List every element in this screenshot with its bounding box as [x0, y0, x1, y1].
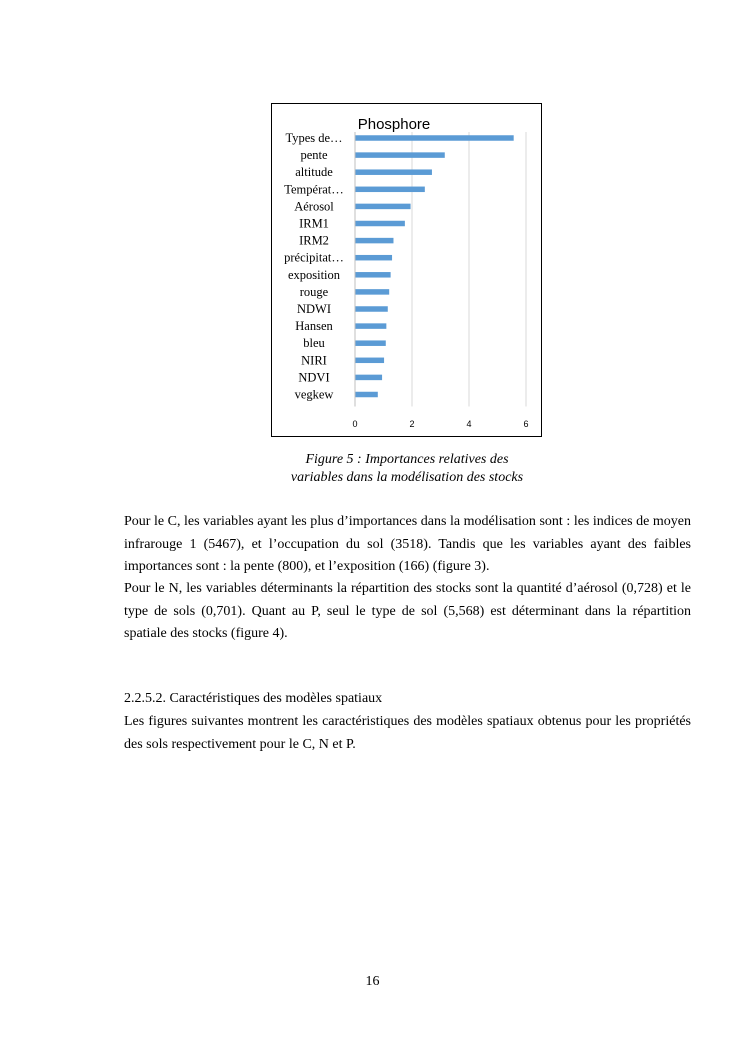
- caption-line-1: Figure 5 : Importances relatives des: [305, 452, 509, 467]
- bar-9: [355, 289, 389, 295]
- category-label-3: Températ…: [284, 182, 344, 197]
- bar-3: [355, 187, 425, 193]
- category-label-14: NDVI: [298, 370, 330, 385]
- category-label-15: vegkew: [294, 387, 334, 402]
- category-label-10: NDWI: [296, 302, 332, 316]
- bar-6: [355, 238, 393, 244]
- bar-2: [355, 169, 432, 175]
- category-label-0: Types de…: [285, 131, 343, 145]
- category-label-8: exposition: [287, 267, 341, 282]
- category-label-9: rouge: [299, 284, 329, 299]
- section-heading: 2.2.5.2. Caractéristiques des modèles spatiaux: [124, 691, 383, 706]
- bar-5: [355, 221, 405, 227]
- chart-title: Phosphore: [357, 116, 431, 133]
- category-label-2: altitude: [295, 165, 333, 180]
- bar-10: [355, 306, 388, 312]
- bar-0: [355, 135, 514, 141]
- bar-8: [355, 272, 391, 278]
- category-label-13: NIRI: [301, 353, 327, 368]
- category-label-6: IRM2: [299, 233, 329, 248]
- phosphore-bar-chart: [272, 104, 543, 438]
- figure-caption: [200, 451, 614, 487]
- bar-12: [355, 340, 386, 346]
- category-label-5: IRM1: [299, 216, 329, 231]
- page-number: 16: [365, 974, 380, 989]
- category-label-7: précipitat…: [284, 250, 344, 265]
- x-tick-label-2: 4: [466, 419, 472, 429]
- bar-7: [355, 255, 392, 261]
- paragraph-carbon: Pour le C, les variables ayant les plus d’importances dans la modélisation sont : les indices de moyen infrarouge 1 (5467), et l’occupation du sol (3518). Tandis que les variables ayant des faibles importances sont : la pente (800), et l’exposition (166) (figure 3).: [124, 514, 691, 574]
- bar-1: [355, 152, 445, 158]
- x-tick-label-1: 2: [409, 419, 415, 429]
- caption-line-2: variables dans la modélisation des stocks: [290, 470, 524, 485]
- bar-11: [355, 323, 386, 329]
- bar-14: [355, 375, 382, 381]
- bar-13: [355, 358, 384, 364]
- paragraph-nitrogen-phosphorus: Pour le N, les variables déterminants la répartition des stocks sont la quantité d’aérosol (0,728) et le type de sols (0,701). Quant au P, seul le type de sol (5,568) est déterminant dans la répartition spatiale des stocks (figure 4).: [124, 581, 691, 641]
- bar-15: [355, 392, 378, 398]
- paragraph-spatial-models: Les figures suivantes montrent les caractéristiques des modèles spatiaux obtenus pour les propriétés des sols respectivement pour le C, N et P.: [124, 714, 691, 752]
- bar-4: [355, 204, 411, 210]
- category-label-12: bleu: [303, 336, 325, 351]
- category-label-1: pente: [300, 148, 328, 163]
- x-tick-label-0: 0: [352, 419, 358, 429]
- x-tick-label-3: 6: [523, 419, 529, 429]
- chart-container: [271, 103, 542, 437]
- category-label-4: Aérosol: [294, 199, 334, 214]
- category-label-11: Hansen: [295, 319, 333, 334]
